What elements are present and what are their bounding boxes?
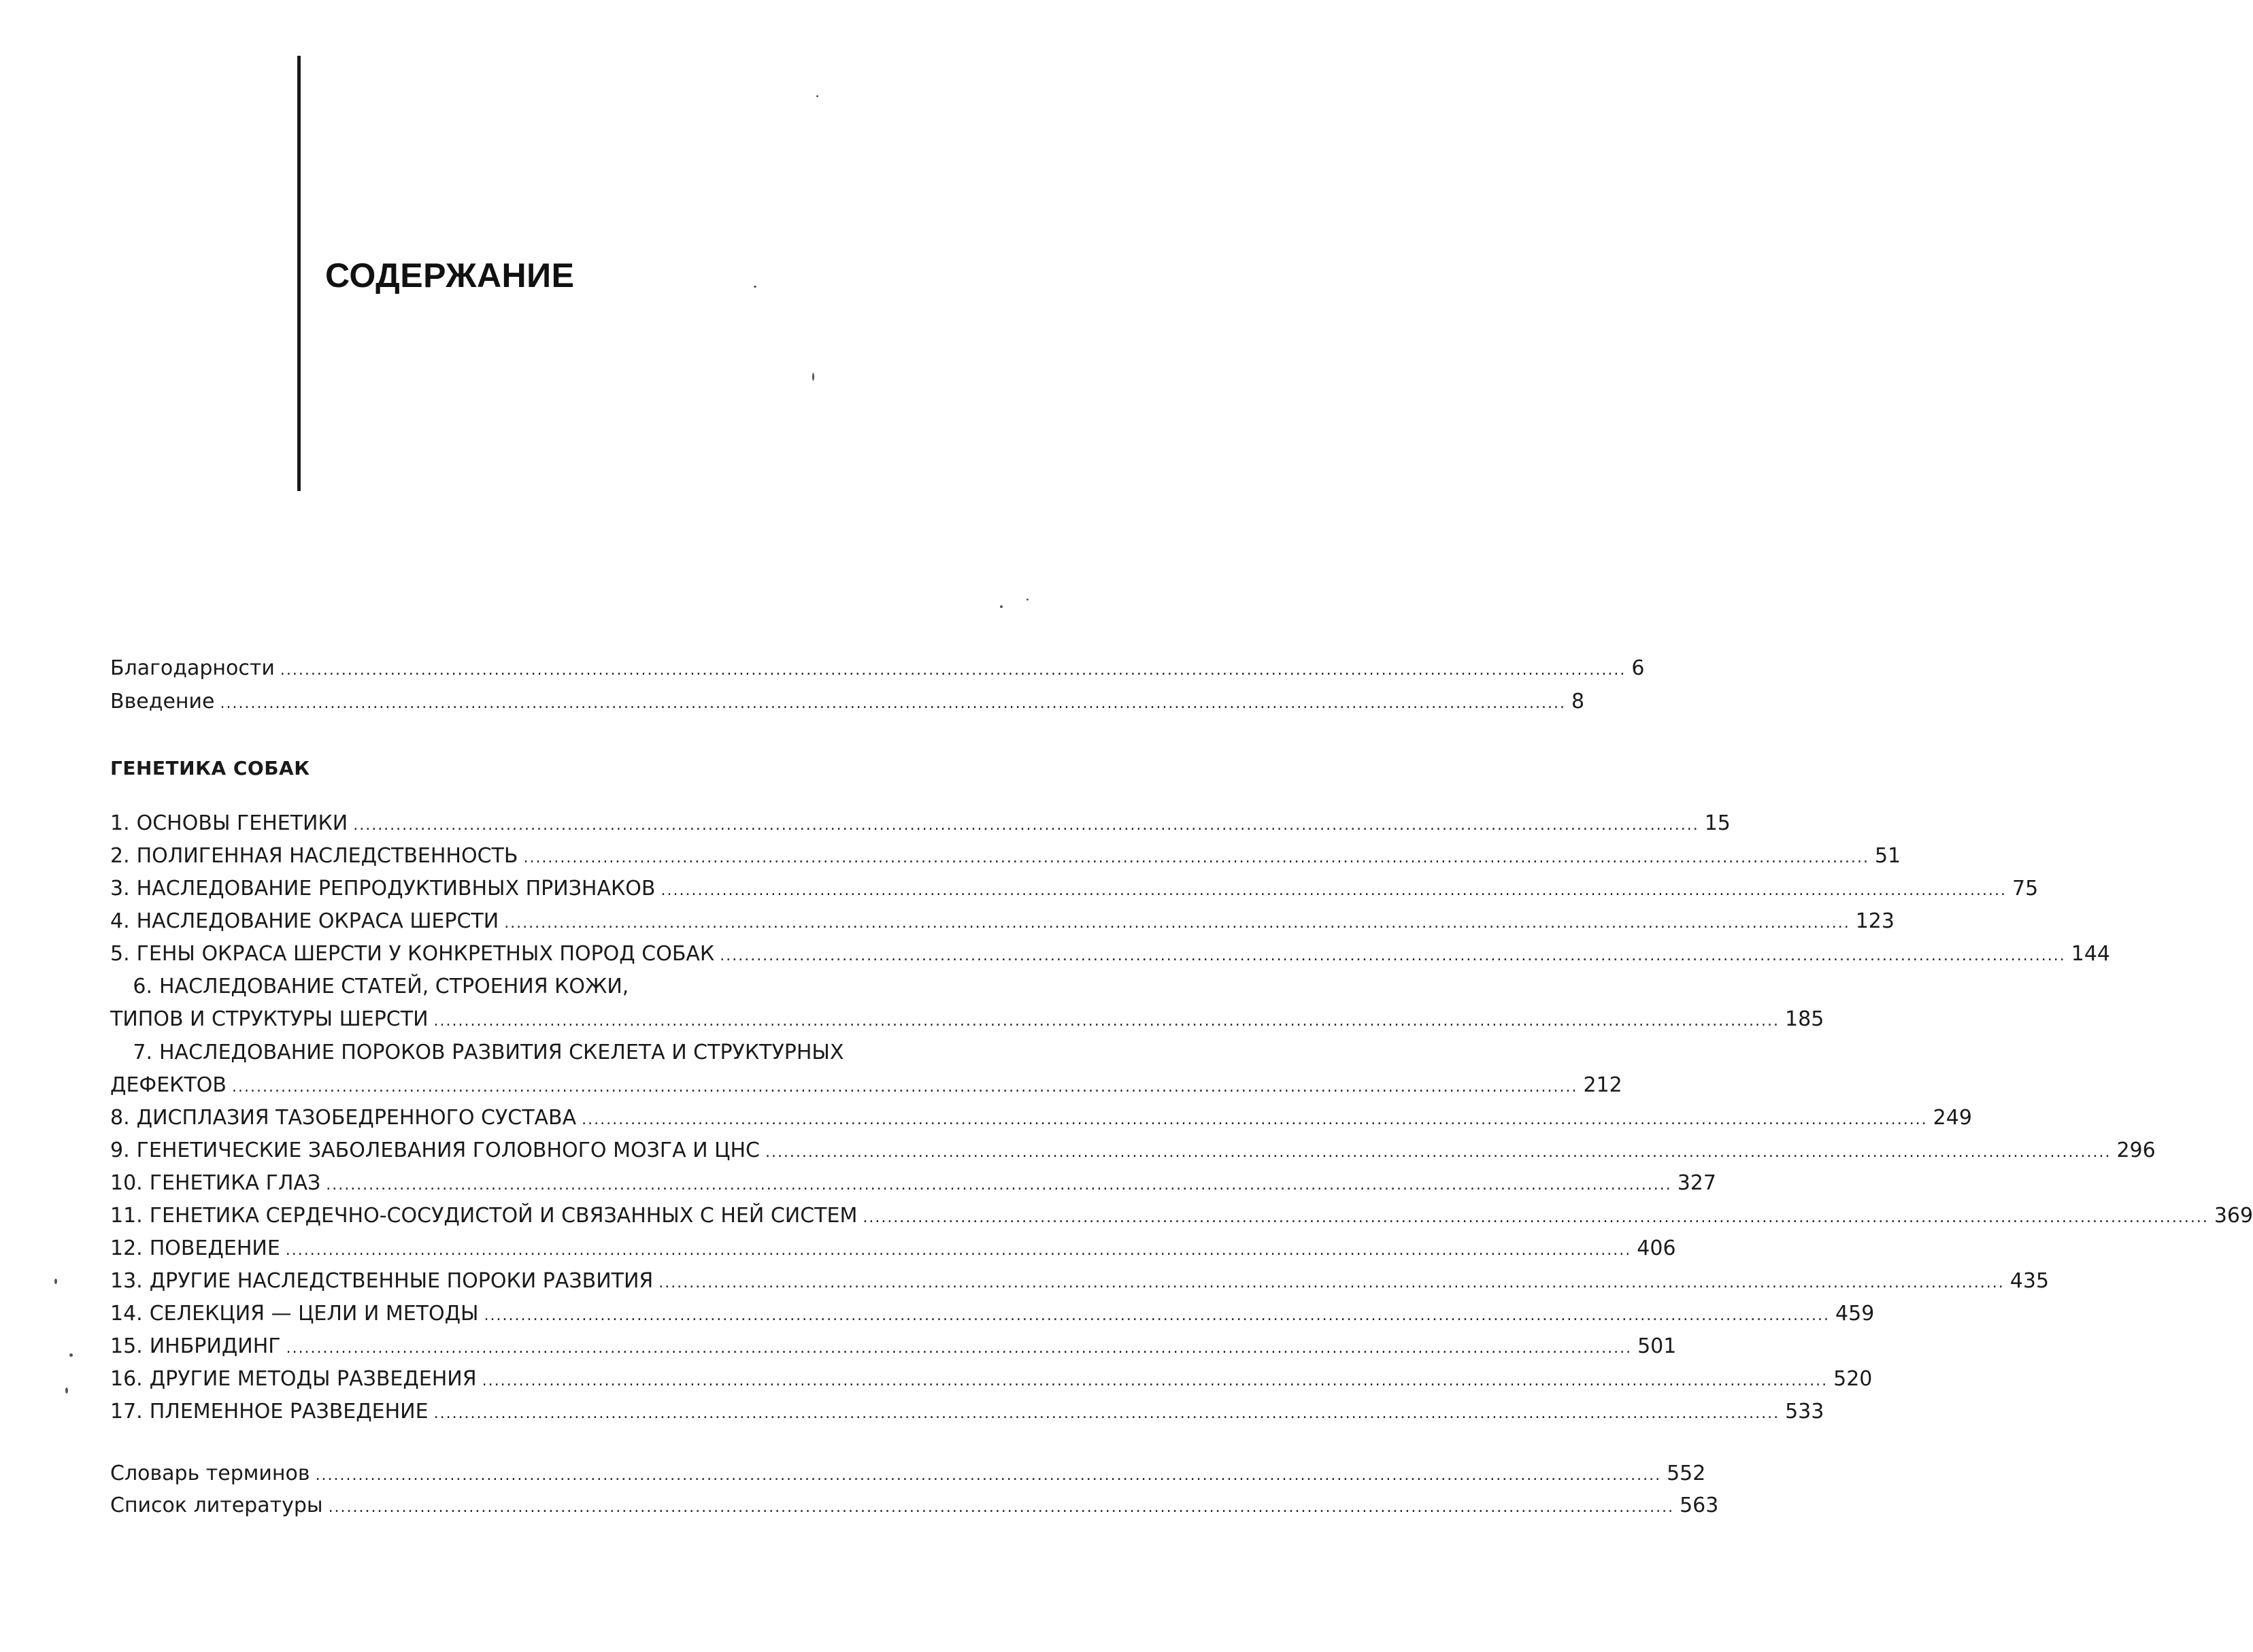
- chapter-page: 327: [1677, 1171, 1716, 1195]
- dot-leader: ............................................................................................................................................................................................................................: [315, 1467, 1662, 1484]
- toc-entry-page: 6: [1631, 656, 1645, 680]
- toc-chapter-4[interactable]: [110, 909, 1895, 936]
- chapter-page: 144: [2071, 942, 2110, 966]
- chapter-title-cont: ТИПОВ И СТРУКТУРЫ ШЕРСТИ: [110, 1007, 429, 1031]
- toc-entry-label: Благодарности: [110, 656, 275, 680]
- title-rule: [297, 56, 301, 491]
- dot-leader: ............................................................................................................................................................................................................................: [720, 947, 2066, 964]
- chapter-title: ОСНОВЫ ГЕНЕТИКИ: [136, 811, 348, 835]
- chapter-title: ГЕНЕТИКА ГЛАЗ: [149, 1171, 321, 1195]
- dot-leader: ............................................................................................................................................................................................................................: [232, 1079, 1578, 1096]
- chapter-page: 296: [2116, 1139, 2156, 1162]
- toc-chapter-12[interactable]: [110, 1236, 1676, 1263]
- chapter-number: 15.: [110, 1334, 143, 1358]
- toc-chapter-7-cont[interactable]: [110, 1073, 1622, 1100]
- chapter-page: 369: [2214, 1204, 2253, 1228]
- chapter-number: 12.: [110, 1236, 143, 1260]
- chapter-title: НАСЛЕДОВАНИЕ РЕПРОДУКТИВНЫХ ПРИЗНАКОВ: [136, 877, 656, 900]
- chapter-number: 3.: [110, 877, 130, 900]
- scan-speck: [65, 1387, 68, 1394]
- toc-entry-page: 552: [1667, 1462, 1706, 1485]
- toc-chapter-5[interactable]: [110, 942, 2110, 968]
- chapter-number: 11.: [110, 1204, 143, 1228]
- dot-leader: ............................................................................................................................................................................................................................: [661, 882, 2007, 899]
- dot-leader: ............................................................................................................................................................................................................................: [220, 695, 1566, 712]
- chapter-page: 185: [1785, 1007, 1824, 1031]
- chapter-page: 501: [1637, 1334, 1677, 1358]
- toc-chapter-6[interactable]: [110, 977, 1007, 1001]
- toc-chapter-2[interactable]: [110, 844, 1901, 871]
- dot-leader: ............................................................................................................................................................................................................................: [433, 1013, 1780, 1030]
- toc-entry[interactable]: [110, 690, 1585, 716]
- chapter-title: ГЕНЕТИКА СЕРДЕЧНО-СОСУДИСТОЙ И СВЯЗАННЫХ С НЕЙ СИСТЕМ: [149, 1204, 858, 1228]
- chapter-page: 15: [1704, 811, 1731, 835]
- chapter-title: НАСЛЕДОВАНИЕ ПОРОКОВ РАЗВИТИЯ СКЕЛЕТА И СТРУКТУРНЫХ: [159, 1041, 844, 1064]
- chapter-title: НАСЛЕДОВАНИЕ ОКРАСА ШЕРСТИ: [136, 909, 499, 933]
- scan-speck: [816, 95, 818, 97]
- scan-speck: [1027, 599, 1029, 601]
- dot-leader: ............................................................................................................................................................................................................................: [280, 662, 1626, 679]
- toc-entry-page: 563: [1680, 1494, 1719, 1517]
- chapter-page: 435: [2009, 1269, 2050, 1293]
- chapter-number: 8.: [110, 1106, 130, 1130]
- chapter-title: ПЛЕМЕННОЕ РАЗВЕДЕНИЕ: [149, 1400, 429, 1423]
- dot-leader: ............................................................................................................................................................................................................................: [484, 1307, 1831, 1324]
- chapter-title: ДИСПЛАЗИЯ ТАЗОБЕДРЕННОГО СУСТАВА: [136, 1106, 577, 1130]
- toc-chapter-13[interactable]: [110, 1269, 2050, 1296]
- chapter-number: 1.: [110, 811, 130, 835]
- toc-chapter-9[interactable]: [110, 1139, 2156, 1165]
- chapter-number: 13.: [110, 1269, 143, 1293]
- chapter-number: 17.: [110, 1400, 143, 1423]
- toc-chapter-1[interactable]: [110, 811, 1731, 838]
- chapter-page: 249: [1933, 1106, 1972, 1130]
- toc-entry-label: Введение: [110, 690, 215, 713]
- dot-leader: ............................................................................................................................................................................................................................: [328, 1499, 1675, 1516]
- dot-leader: ............................................................................................................................................................................................................................: [582, 1111, 1928, 1128]
- chapter-title: ДРУГИЕ НАСЛЕДСТВЕННЫЕ ПОРОКИ РАЗВИТИЯ: [149, 1269, 654, 1293]
- dot-leader: ............................................................................................................................................................................................................................: [286, 1340, 1633, 1357]
- section-heading: ГЕНЕТИКА СОБАК: [110, 757, 310, 779]
- toc-entry[interactable]: [110, 1494, 1719, 1520]
- dot-leader: ............................................................................................................................................................................................................................: [658, 1275, 2005, 1292]
- chapter-number: 16.: [110, 1367, 143, 1391]
- scan-speck: [812, 373, 814, 381]
- chapter-title: ИНБРИДИНГ: [149, 1334, 281, 1358]
- toc-chapter-10[interactable]: [110, 1171, 1716, 1198]
- chapter-number: 6.: [133, 975, 152, 998]
- chapter-page: 75: [2012, 877, 2039, 900]
- scan-speck: [754, 286, 756, 288]
- chapter-title: ПОВЕДЕНИЕ: [149, 1236, 280, 1260]
- chapter-title-cont: ДЕФЕКТОВ: [110, 1073, 227, 1097]
- toc-chapter-17[interactable]: [110, 1400, 1824, 1426]
- toc-chapter-6-cont[interactable]: [110, 1007, 1824, 1034]
- dot-leader: ............................................................................................................................................................................................................................: [433, 1405, 1780, 1422]
- toc-chapter-16[interactable]: [110, 1367, 1873, 1394]
- chapter-title: ДРУГИЕ МЕТОДЫ РАЗВЕДЕНИЯ: [149, 1367, 477, 1391]
- chapter-number: 10.: [110, 1171, 143, 1195]
- chapter-title: ГЕНЕТИЧЕСКИЕ ЗАБОЛЕВАНИЯ ГОЛОВНОГО МОЗГА И ЦНС: [136, 1139, 760, 1162]
- scan-speck: [54, 1279, 57, 1284]
- toc-entry-page: 8: [1571, 690, 1585, 713]
- dot-leader: ............................................................................................................................................................................................................................: [326, 1177, 1672, 1194]
- toc-entry[interactable]: [110, 1462, 1706, 1488]
- dot-leader: ............................................................................................................................................................................................................................: [504, 915, 1850, 932]
- scan-speck: [69, 1353, 73, 1357]
- chapter-title: НАСЛЕДОВАНИЕ СТАТЕЙ, СТРОЕНИЯ КОЖИ,: [159, 975, 629, 998]
- toc-entry[interactable]: [110, 656, 1645, 683]
- chapter-number: 9.: [110, 1139, 130, 1162]
- chapter-number: 4.: [110, 909, 130, 933]
- toc-chapter-15[interactable]: [110, 1334, 1677, 1361]
- dot-leader: ............................................................................................................................................................................................................................: [482, 1372, 1829, 1389]
- dot-leader: ............................................................................................................................................................................................................................: [765, 1144, 2112, 1161]
- toc-entry-label: Список литературы: [110, 1494, 323, 1517]
- chapter-number: 7.: [133, 1041, 152, 1064]
- dot-leader: ............................................................................................................................................................................................................................: [285, 1242, 1632, 1259]
- chapter-page: 520: [1833, 1367, 1873, 1391]
- chapter-title: СЕЛЕКЦИЯ — ЦЕЛИ И МЕТОДЫ: [149, 1302, 479, 1326]
- chapter-number: 5.: [110, 942, 130, 966]
- toc-entry-label: Словарь терминов: [110, 1462, 310, 1485]
- dot-leader: ............................................................................................................................................................................................................................: [353, 817, 1699, 834]
- chapter-page: 51: [1874, 844, 1901, 868]
- chapter-page: 212: [1583, 1073, 1622, 1097]
- scan-speck: [1000, 605, 1003, 608]
- chapter-page: 533: [1785, 1400, 1824, 1423]
- toc-chapter-3[interactable]: [110, 877, 2039, 903]
- page-title: СОДЕРЖАНИЕ: [325, 256, 575, 294]
- toc-chapter-14[interactable]: [110, 1302, 1875, 1328]
- chapter-number: 14.: [110, 1302, 143, 1326]
- dot-leader: ............................................................................................................................................................................................................................: [523, 849, 1869, 866]
- chapter-page: 406: [1637, 1236, 1676, 1260]
- dot-leader: ............................................................................................................................................................................................................................: [863, 1209, 2209, 1226]
- chapter-page: 459: [1835, 1302, 1875, 1326]
- toc-chapter-7[interactable]: [110, 1043, 1007, 1067]
- chapter-title: ГЕНЫ ОКРАСА ШЕРСТИ У КОНКРЕТНЫХ ПОРОД СОБАК: [136, 942, 715, 966]
- chapter-title: ПОЛИГЕННАЯ НАСЛЕДСТВЕННОСТЬ: [136, 844, 518, 868]
- chapter-number: 2.: [110, 844, 130, 868]
- toc-chapter-11[interactable]: [110, 1204, 2253, 1230]
- toc-chapter-8[interactable]: [110, 1106, 1972, 1132]
- chapter-page: 123: [1855, 909, 1895, 933]
